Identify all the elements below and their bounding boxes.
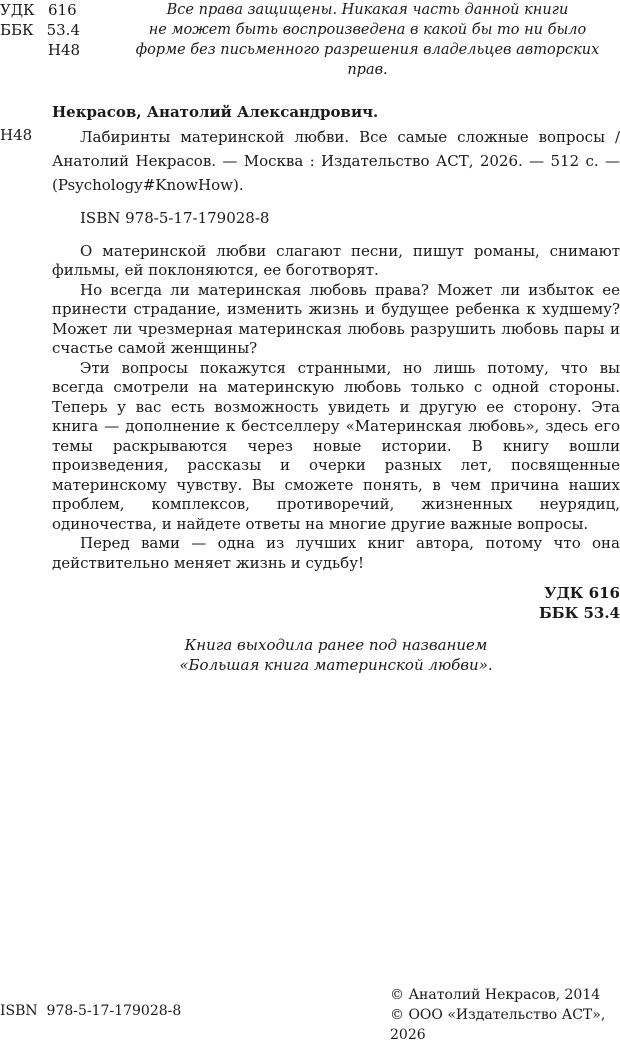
bbk-value: 53.4: [46, 21, 80, 39]
annotation-paragraph: Эти вопросы покажутся странными, но лишь потому, что вы всегда смотрели на материнскую любовь только с одной стороны. Теперь у вас есть возможность увидеть и другую ее сторону. Эта книга — дополнение к бестселлеру «Материнская любовь», здесь его темы раскрываются через новые истории. В книгу вошли произведения, рассказы и очерки разных лет, посвященные материнскому чувству. Вы сможете понять, в чем причина наших проблем, комплексов, противоречий, жизненных неурядиц, одиночества, и найдете ответы на многие другие важные вопросы.: [52, 358, 620, 533]
rights-notice: [130, 0, 605, 80]
right-classification-codes: [52, 583, 620, 623]
rights-line: не может быть воспроизведена в какой бы то ни было: [148, 22, 587, 38]
annotation: [52, 242, 620, 574]
cutter-code: [0, 40, 80, 60]
previous-title-line: «Большая книга материнской любви».: [179, 656, 493, 674]
annotation-paragraph: Перед вами — одна из лучших книг автора, потому что она действительно меняет жизнь и судьбу!: [52, 534, 620, 572]
classification-codes: [0, 0, 80, 60]
cutter-value: Н48: [47, 41, 80, 59]
right-bbk: ББК 53.4: [538, 604, 620, 622]
udk-label: УДК: [0, 1, 35, 19]
previous-title-note: [52, 635, 620, 675]
rights-line: форме без письменного разрешения владельцев авторских прав.: [135, 42, 600, 78]
right-udk: УДК 616: [544, 584, 620, 602]
bottom-isbn: ISBN 978-5-17-179028-8: [0, 1003, 182, 1019]
author-heading: Некрасов, Анатолий Александрович.: [52, 103, 379, 121]
udk-value: 616: [48, 1, 77, 19]
udk-code: [0, 0, 80, 20]
catalog-cutter: Н48: [0, 126, 33, 144]
bbk-code: [0, 20, 80, 40]
annotation-paragraph: О материнской любви слагают песни, пишут романы, снимают фильмы, ей поклоняются, ее боготворят.: [52, 241, 620, 279]
copyright-line: © ООО «Издательство АСТ», 2026: [390, 1007, 606, 1043]
bbk-label: ББК: [0, 21, 34, 39]
bibliographic-record: [52, 102, 620, 675]
title-description: Лабиринты материнской любви. Все самые сложные вопросы /Анатолий Некрасов. — Москва : Издательство АСТ, 2026. — 512 с. — (Psychology#KnowHow).: [52, 128, 620, 194]
copyright-block: [390, 985, 620, 1045]
rights-line: Все права защищены. Никакая часть данной книги: [166, 2, 569, 18]
isbn-record: ISBN 978-5-17-179028-8: [80, 209, 270, 227]
annotation-paragraph: Но всегда ли материнская любовь права? Может ли избыток ее принести страдание, изменить жизнь и будущее ребенка к худшему? Может ли чрезмерная материнская любовь разрушить любовь пары и счастье самой женщины?: [52, 280, 620, 357]
previous-title-line: Книга выходила ранее под названием: [184, 636, 488, 654]
copyright-line: © Анатолий Некрасов, 2014: [390, 987, 601, 1003]
